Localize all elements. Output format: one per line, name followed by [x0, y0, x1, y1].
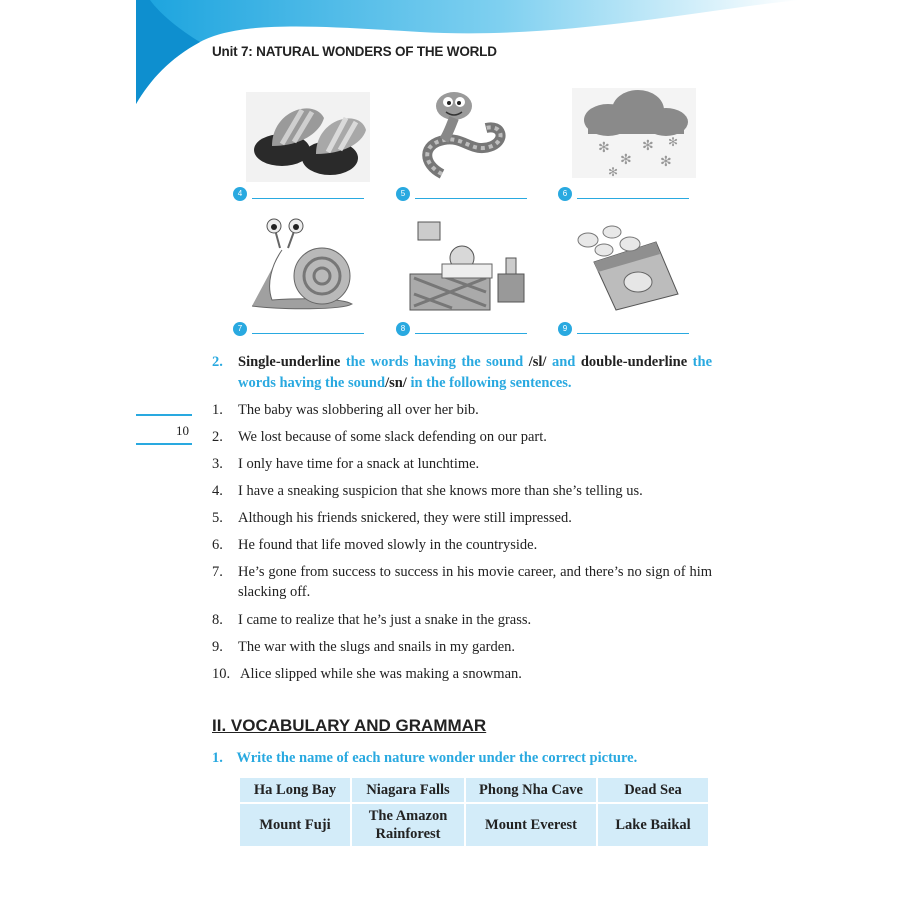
answer-blank[interactable]: [252, 333, 364, 334]
sentence-number: 8.: [212, 612, 223, 628]
word-cell: Niagara Falls: [352, 778, 464, 802]
word-cell: The Amazon Rainforest: [352, 804, 464, 846]
sentence-text: We lost because of some slack defending on our part.: [238, 429, 547, 445]
section-title: II. VOCABULARY AND GRAMMAR: [212, 716, 487, 735]
svg-text:✻: ✻: [660, 155, 672, 170]
word-cell: Mount Fuji: [240, 804, 350, 846]
sentence-text: I have a sneaking suspicion that she knows more than she’s telling us.: [238, 483, 643, 499]
unit-title: Unit 7: NATURAL WONDERS OF THE WORLD: [212, 44, 497, 59]
snail-icon: [242, 214, 372, 314]
picture-number: 9: [558, 322, 572, 336]
picture-number: 6: [558, 187, 572, 201]
sentence-text: He found that life moved slowly in the countryside.: [238, 537, 538, 553]
svg-text:✻: ✻: [598, 141, 610, 156]
sentence-number: 5.: [212, 510, 223, 526]
picture-number: 7: [233, 322, 247, 336]
sound-symbol: /sn/: [385, 375, 407, 391]
instruction-text: the words having the sound: [345, 354, 524, 370]
instruction-text: and: [551, 354, 576, 370]
picture-number: 8: [396, 322, 410, 336]
sentence-number: 4.: [212, 483, 223, 499]
sentence-text: The baby was slobbering all over her bib.: [238, 402, 479, 418]
page-marker-line: [136, 443, 192, 445]
svg-text:✻: ✻: [642, 139, 654, 154]
answer-blank[interactable]: [577, 333, 689, 334]
sentence-number: 2.: [212, 429, 223, 445]
exercise-2-instruction: [212, 352, 712, 394]
sentence-item: [212, 454, 712, 474]
snake-icon: [402, 84, 532, 184]
sleeping-boy-icon: [402, 214, 532, 314]
answer-blank[interactable]: [415, 198, 527, 199]
sentence-number: 9.: [212, 639, 223, 655]
word-cell: Lake Baikal: [598, 804, 708, 846]
page-marker-line: [136, 414, 192, 416]
svg-text:✻: ✻: [608, 165, 619, 179]
instruction-text: the words having the sound: [238, 354, 713, 391]
sound-symbol: /sl/: [528, 354, 547, 370]
sentence-item: [212, 664, 712, 684]
sentence-item: [212, 610, 712, 630]
sentence-item: [212, 427, 712, 447]
sentence-text: The war with the slugs and snails in my garden.: [238, 639, 516, 655]
word-cell: Ha Long Bay: [240, 778, 350, 802]
answer-blank[interactable]: [415, 333, 527, 334]
sentence-text: Alice slipped while she was making a snowman.: [240, 666, 522, 682]
sentence-number: 1.: [212, 402, 223, 418]
sentence-text: Although his friends snickered, they were still impressed.: [238, 510, 572, 526]
sentence-item: [212, 481, 712, 501]
sentence-item: [212, 637, 712, 657]
instruction-text: double-underline: [580, 354, 688, 370]
sentence-number: 3.: [212, 456, 223, 472]
sentence-text: I came to realize that he’s just a snake in the grass.: [238, 612, 532, 628]
answer-blank[interactable]: [577, 198, 689, 199]
word-cell: Phong Nha Cave: [466, 778, 596, 802]
sentence-text: I only have time for a snack at lunchtime.: [238, 456, 480, 472]
instruction-text: in the following sentences.: [410, 375, 572, 391]
vocab-instruction: [212, 750, 637, 767]
svg-text:✻: ✻: [668, 135, 679, 149]
snow-cloud-icon: [568, 84, 698, 184]
sentence-item: [212, 535, 712, 555]
slippers-icon: [242, 88, 372, 188]
instruction-text: Single-underline: [238, 354, 341, 370]
sentence-item: [212, 400, 712, 420]
sentence-number: 10.: [212, 666, 231, 682]
word-bank-table: [238, 776, 710, 848]
sentence-number: 7.: [212, 564, 223, 580]
answer-blank[interactable]: [252, 198, 364, 199]
sentence-number: 6.: [212, 537, 223, 553]
chips-bag-icon: [568, 214, 698, 314]
exercise-number: 2.: [212, 354, 223, 370]
sentence-text: He’s gone from success to success in his movie career, and there’s no sign of him slacking off.: [238, 564, 712, 600]
sentence-item: [212, 508, 712, 528]
exercise-number: 1.: [212, 750, 223, 766]
sentence-item: [212, 562, 712, 602]
picture-number: 4: [233, 187, 247, 201]
svg-text:✻: ✻: [620, 153, 632, 168]
picture-number: 5: [396, 187, 410, 201]
instruction-text: Write the name of each nature wonder under the correct picture.: [236, 750, 638, 766]
word-cell: Mount Everest: [466, 804, 596, 846]
word-cell: Dead Sea: [598, 778, 708, 802]
page-number: 10: [176, 423, 189, 438]
